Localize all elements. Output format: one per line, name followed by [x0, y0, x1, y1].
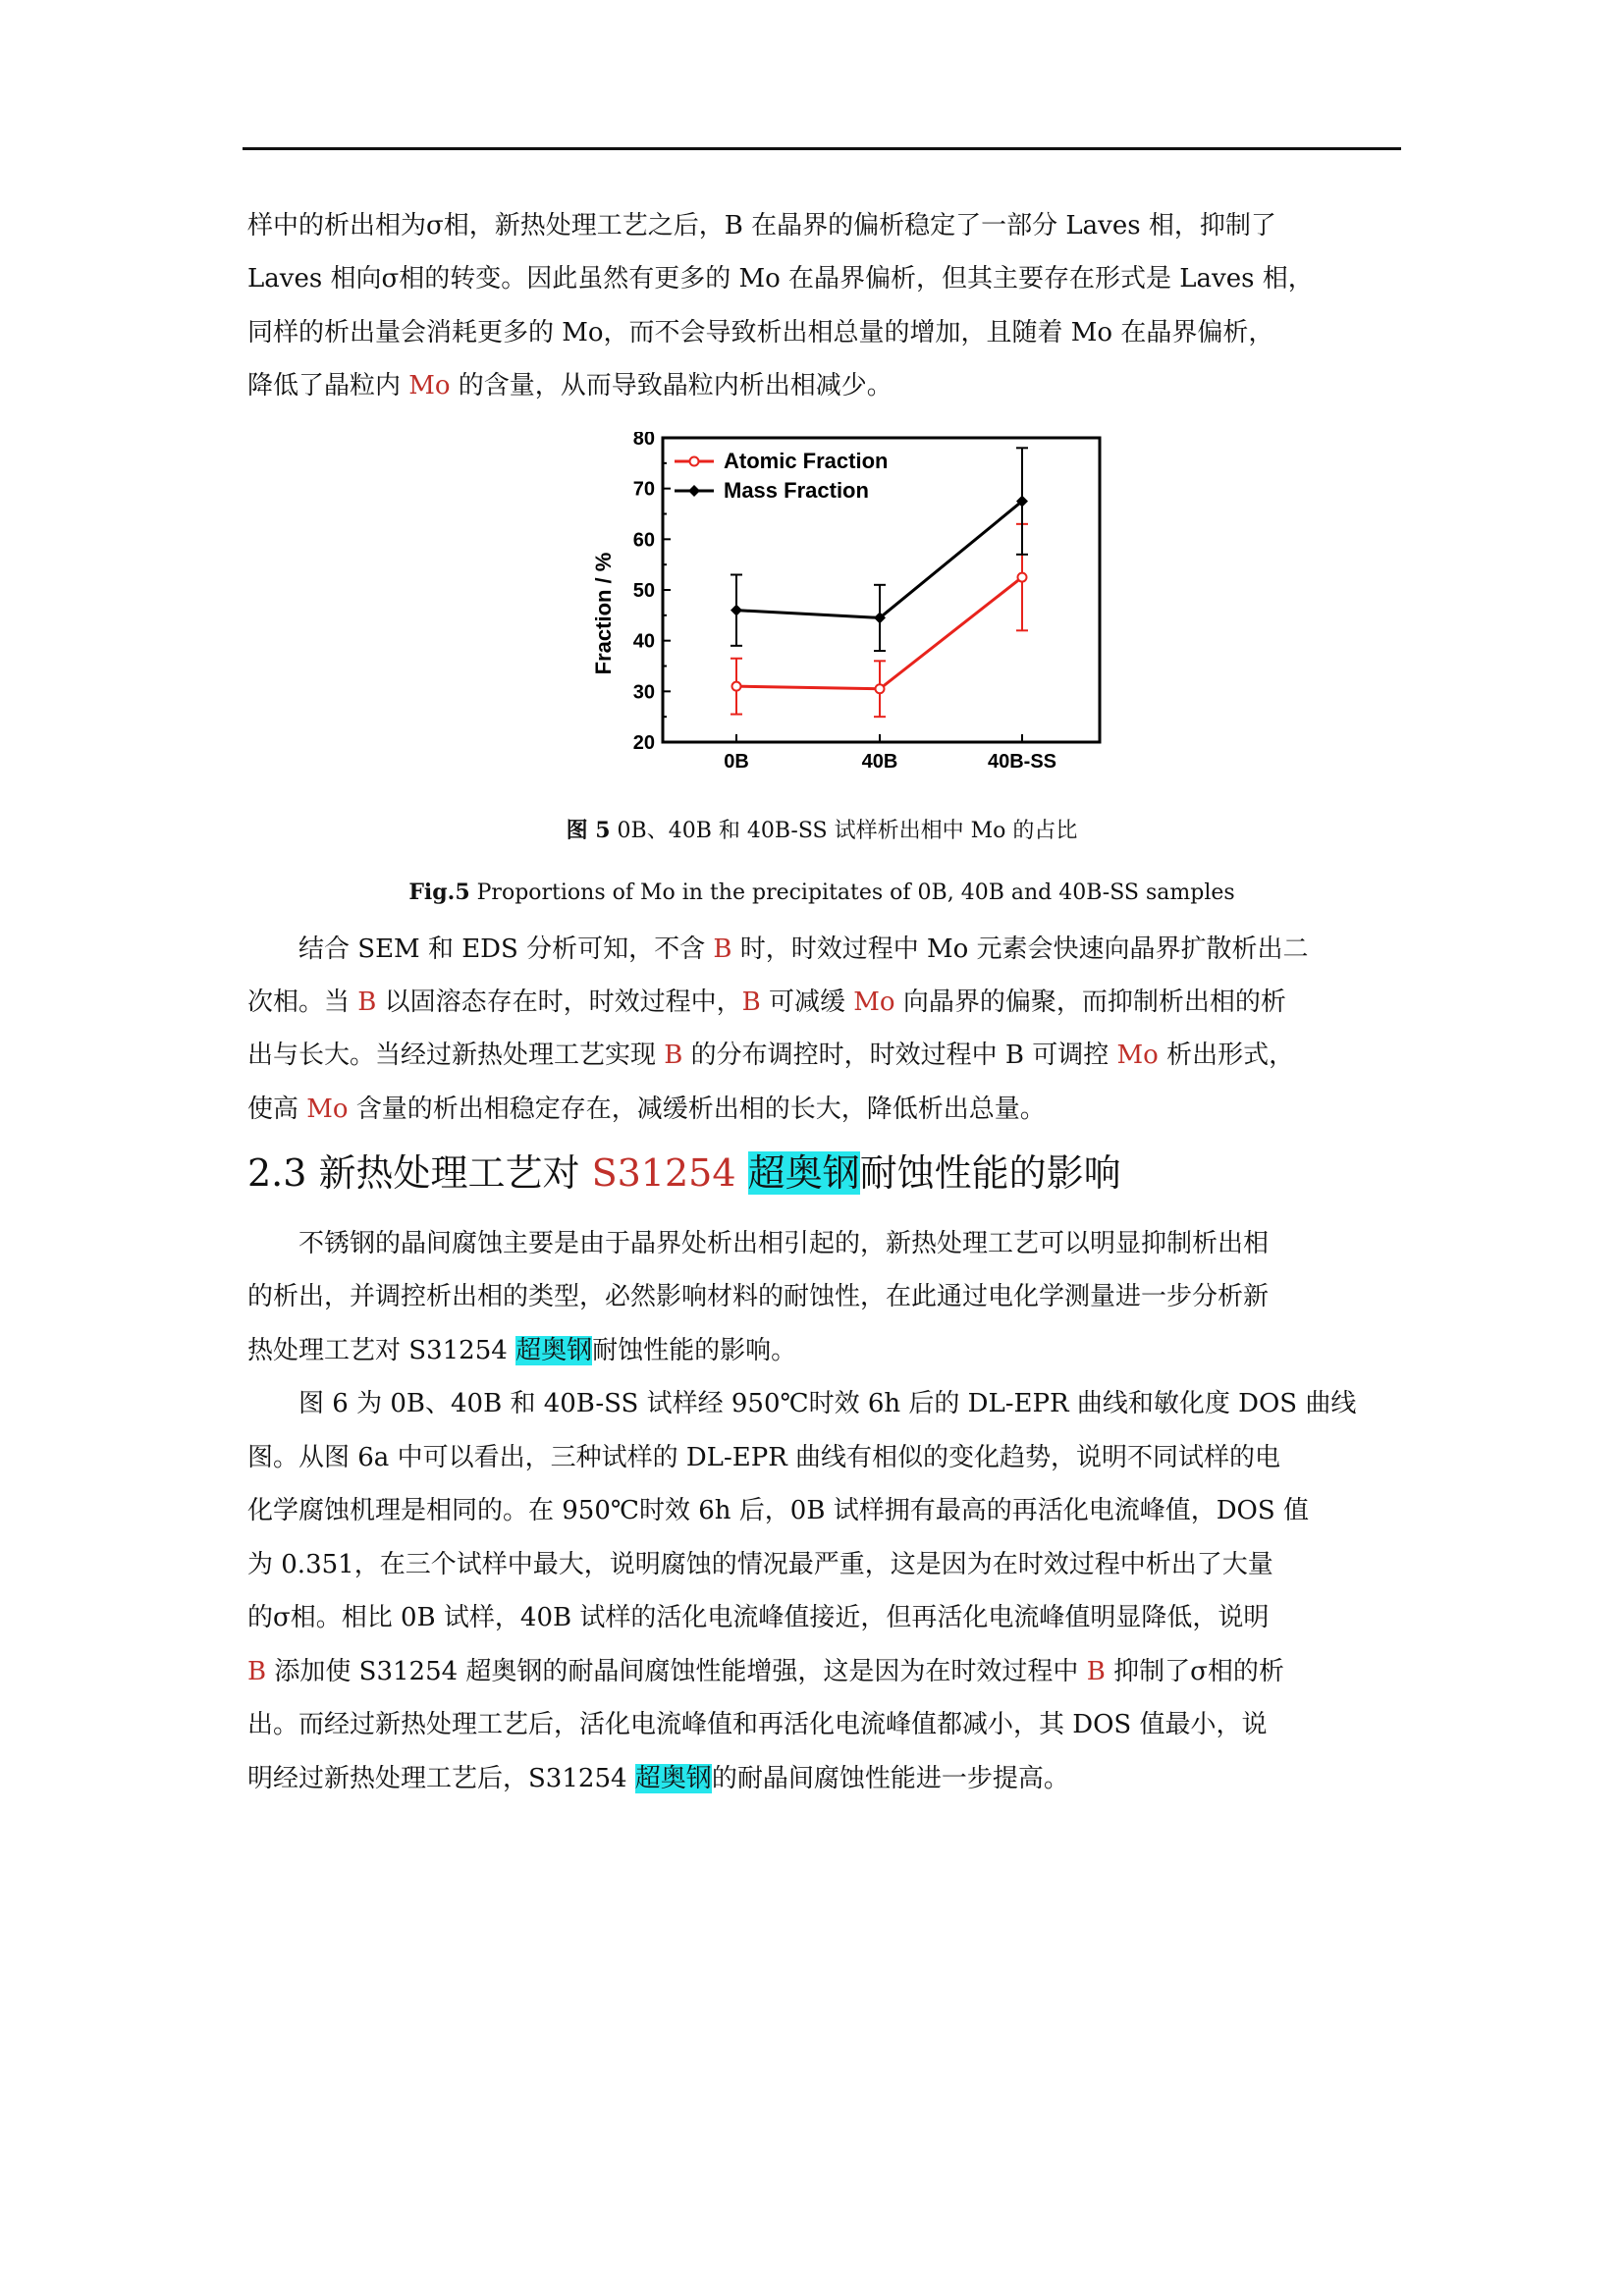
chart-ylabel: Fraction / % [591, 552, 616, 675]
x-tick-label: 0B [724, 751, 749, 773]
p2-l3-b: B [664, 1041, 683, 1070]
figure-caption-en [247, 877, 1396, 909]
p2-l1-a: 结合 SEM 和 EDS 分析可知，不含 [298, 934, 714, 964]
y-tick-label: 70 [632, 478, 655, 501]
legend-marker [688, 485, 700, 497]
data-point [732, 682, 741, 691]
caption-cn-text: 0B、40B 和 40B-SS 试样析出相中 Mo 的占比 [610, 819, 1078, 843]
y-tick-label: 30 [632, 681, 655, 704]
p2-l4-c: 含量的析出相稳定存在，减缓析出相的长大，降低析出总量。 [348, 1095, 1046, 1124]
p2-l2-b: B [357, 988, 377, 1017]
y-tick-label: 50 [632, 580, 655, 602]
heading-rest: 耐蚀性能的影响 [859, 1151, 1121, 1195]
legend-label: Mass Fraction [724, 478, 869, 503]
p4-line-8 [247, 1752, 1396, 1806]
p2-l2-c: 以固溶态存在时，时效过程中， [376, 988, 742, 1017]
p4-line-2: 图。从图 6a 中可以看出，三种试样的 DL-EPR 曲线有相似的变化趋势，说明不同试样的电 [247, 1443, 1281, 1472]
p3-line-2: 的析出，并调控析出相的类型，必然影响材料的耐蚀性，在此通过电化学测量进一步分析新 [247, 1282, 1270, 1311]
caption-en-text: Proportions of Mo in the precipitates of 0B, 40B and 40B-SS samples [469, 881, 1235, 905]
p4-l8-a: 明经过新热处理工艺后，S31254 [247, 1764, 635, 1793]
p2-line-2 [247, 976, 1396, 1030]
p2-l3-d: Mo [1116, 1041, 1159, 1070]
p2-l2-g: 向晶界的偏聚，而抑制析出相的析 [894, 988, 1286, 1017]
p4-line-3: 化学腐蚀机理是相同的。在 950℃时效 6h 后，0B 试样拥有最高的再活化电流峰值，DOS 值 [247, 1496, 1309, 1525]
p4-l8-b: 的耐晶间腐蚀性能进一步提高。 [711, 1764, 1069, 1793]
p2-line-4 [247, 1083, 1396, 1137]
p4-line-6 [247, 1645, 1396, 1699]
p2-l1-b: B [713, 934, 732, 964]
heading-number: 2.3 新热处理工艺对 [247, 1151, 592, 1195]
legend-marker [690, 457, 699, 466]
p2-line-1 [247, 923, 1396, 977]
p4-line-4: 为 0.351，在三个试样中最大，说明腐蚀的情况最严重，这是因为在时效过程中析出了大量 [247, 1550, 1273, 1579]
p3-l3-b: 耐蚀性能的影响。 [592, 1336, 797, 1365]
p1-l4-text-a: 降低了晶粒内 [247, 371, 409, 400]
header-rule [243, 147, 1401, 150]
p4-l6-d: 抑制了σ相的析 [1105, 1657, 1284, 1686]
p2-l2-f: Mo [853, 988, 895, 1017]
p4-line-1: 图 6 为 0B、40B 和 40B-SS 试样经 950℃时效 6h 后的 DL-EPR 曲线和敏化度 DOS 曲线 [298, 1389, 1357, 1418]
heading-space [736, 1151, 748, 1195]
p1-line-4 [247, 359, 1396, 413]
p2-l3-c: 的分布调控时，时效过程中 B 可调控 [682, 1041, 1117, 1070]
p1-line-2: Laves 相向σ相的转变。因此虽然有更多的 Mo 在晶界偏析，但其主要存在形式是 Laves 相， [247, 264, 1314, 294]
p4-l6-b: 添加使 S31254 超奥钢的耐晶间腐蚀性能增强，这是因为在时效过程中 [266, 1657, 1087, 1686]
y-tick-label: 60 [632, 529, 655, 552]
p1-line-1: 样中的析出相为σ相，新热处理工艺之后，B 在晶界的偏析稳定了一部分 Laves 相，抑制了 [247, 211, 1276, 240]
caption-en-label: Fig.5 [408, 880, 470, 905]
p3-l3-highlight: 超奥钢 [515, 1336, 593, 1365]
y-tick-label: 80 [632, 432, 655, 450]
figure-caption-cn [247, 815, 1396, 847]
y-tick-label: 20 [632, 732, 655, 754]
p2-l2-d: B [741, 988, 761, 1017]
p2-l4-a: 使高 [247, 1095, 307, 1124]
x-tick-label: 40B-SS [987, 751, 1057, 773]
figure-5-chart [579, 432, 1110, 785]
p4-l8-highlight: 超奥钢 [634, 1764, 712, 1793]
p1-l4-mo: Mo [408, 371, 451, 400]
p1-line-3: 同样的析出量会消耗更多的 Mo，而不会导致析出相总量的增加，且随着 Mo 在晶界偏析， [247, 318, 1274, 347]
p2-l2-e: 可减缓 [760, 988, 854, 1017]
data-point [876, 684, 885, 693]
p2-line-3 [247, 1029, 1396, 1083]
p2-l2-a: 次相。当 [247, 988, 358, 1017]
p3-line-3 [247, 1324, 1396, 1378]
heading-code: S31254 [591, 1151, 736, 1195]
p2-l4-b: Mo [306, 1095, 349, 1124]
p2-l1-c: 时，时效过程中 Mo 元素会快速向晶界扩散析出二 [731, 934, 1309, 964]
data-point [1018, 573, 1027, 582]
p3-l3-a: 热处理工艺对 S31254 [247, 1336, 516, 1365]
caption-cn-label: 图 5 [566, 818, 611, 843]
p1-l4-text-b: 的含量，从而导致晶粒内析出相减少。 [450, 371, 893, 400]
data-point [731, 605, 742, 616]
p3-line-1: 不锈钢的晶间腐蚀主要是由于晶界处析出相引起的，新热处理工艺可以明显抑制析出相 [298, 1229, 1270, 1258]
p4-l6-c: B [1086, 1657, 1106, 1686]
section-heading-2-3 [247, 1144, 1396, 1202]
chart-legend [675, 449, 888, 503]
p4-line-7: 出。而经过新热处理工艺后，活化电流峰值和再活化电流峰值都减小，其 DOS 值最小，说 [247, 1710, 1268, 1739]
p2-l3-e: 析出形式， [1158, 1041, 1295, 1070]
heading-highlight: 超奥钢 [747, 1151, 860, 1195]
y-tick-label: 40 [632, 630, 655, 653]
p4-l6-a: B [247, 1657, 267, 1686]
legend-label: Atomic Fraction [724, 449, 889, 473]
x-tick-label: 40B [861, 751, 898, 773]
p2-l3-a: 出与长大。当经过新热处理工艺实现 [247, 1041, 665, 1070]
p4-line-5: 的σ相。相比 0B 试样，40B 试样的活化电流峰值接近，但再活化电流峰值明显降低，说明 [247, 1603, 1270, 1632]
